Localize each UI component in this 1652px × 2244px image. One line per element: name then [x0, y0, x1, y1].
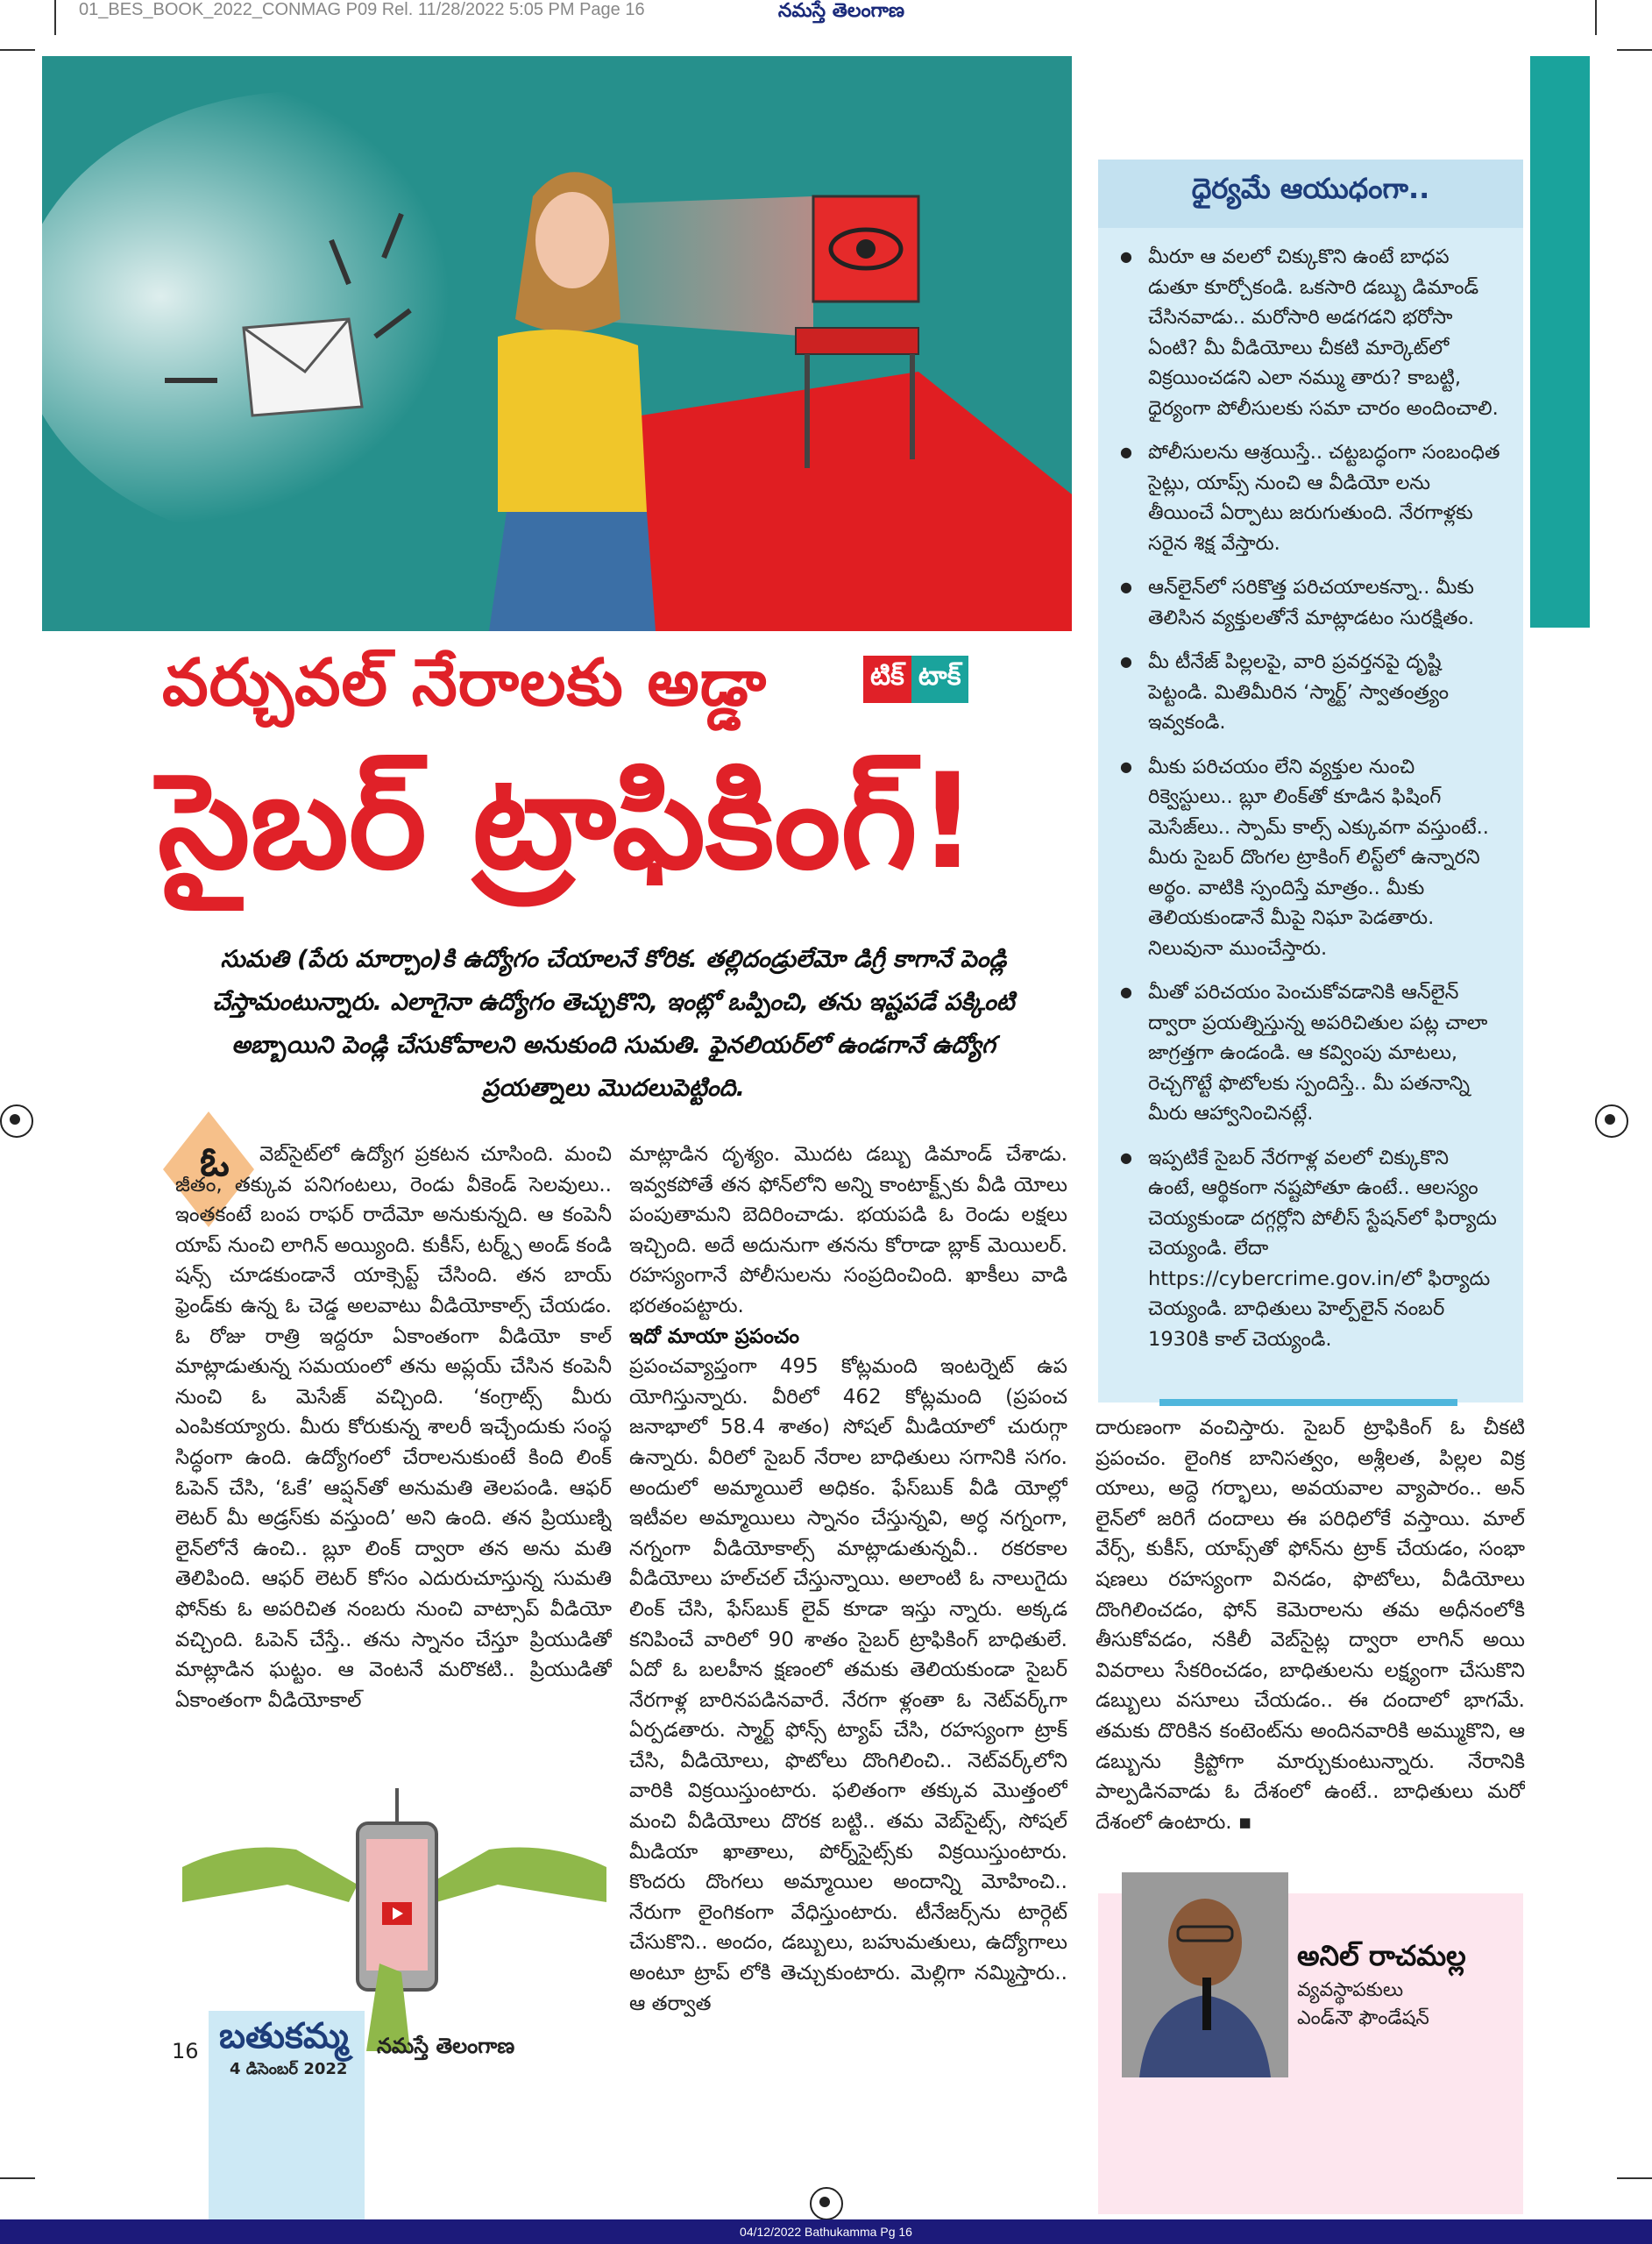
tip-item: ● ఇప్పటికే సైబర్ నేరగాళ్ల వలలో చిక్కుకొని ఉంటే, ఆర్థికంగా నష్టపోతూ ఉంటే.. ఆలస్యం చెయ్యకుండా దగ్గర్లోని పోలీస్ స్టేషన్‌లో ఫిర్యాదు చెయ్యండి. లేదా https://cybercrime.gov.in/లో ఫిర్యాదు చెయ్యండి. బాధితులు హెల్ప్‌లైన్ నంబర్ 1930కి కాల్ చెయ్యండి. [1115, 1143, 1500, 1355]
section-subheading: ఇదో మాయా ప్రపంచం [629, 1324, 800, 1348]
tip-item: ● మీరూ ఆ వలలో చిక్కుకొని ఉంటే బాధప డుతూ కూర్చోకండి. ఒకసారి డబ్బు డిమాండ్ చేసినవాడు.. మరోసారి అడగడని భరోసా ఏంటి? మీ వీడియోలు చీకటి మార్కెట్‌లో విక్రయించడని ఎలా నమ్ము తారు? కాబట్టి, ధైర్యంగా పోలీసులకు సమా చారం అందించాలి. [1115, 242, 1500, 423]
article-text: మాట్లాడిన దృశ్యం. మొదట డబ్బు డిమాండ్ చేశాడు. ఇవ్వకపోతే తన ఫోన్‌లోని అన్ని కాంటాక్ట్స్‌కు వీడి యోలు పంపుతామని బెదిరించాడు. భయపడి ఓ రెండు లక్షలు ఇచ్చింది. అదే అదునుగా తనను కోరాడా బ్లాక్ మెయిలర్. రహస్యంగానే పోలీసులను సంప్రదించింది. ఖాకీలు వాడి భరతంపట్టారు. [629, 1143, 1067, 1317]
registration-mark [1595, 1104, 1628, 1138]
hero-illustration [42, 56, 1072, 631]
article-text: దారుణంగా వంచిస్తారు. సైబర్ ట్రాఫికింగ్ ఓ చీకటి ప్రపంచం. లైంగిక బానిసత్వం, అశ్లీలత, పిల్లల విక్ర యాలు, అద్దె గర్భాలు, అవయవాల వ్యాపారం.. అన్ లైన్‌లో జరిగే దందాలు ఈ పరిధిలోకే వస్తాయి. మాల్ వేర్స్, కుకీస్, యాప్స్‌తో ఫోన్‌ను ట్రాక్ చేయడం, సంభా షణలు రహస్యంగా వినడం, ఫొటోలు, వీడియోలు దొంగిలించడం, ఫోన్ కెమెరాలను తమ అధీనంలోకి తీసుకోవడం, నకిలీ వెబ్‌సైట్ల ద్వారా లాగిన్ అయి వివరాలు సేకరించడం, బాధితులను లక్ష్యంగా చేసుకొని డబ్బులు వసూలు చేయడం.. ఈ దందాలో భాగమే. తమకు దొరికిన కంటెంట్‌ను అందినవారికి అమ్ముకొని, ఆ డబ్బును క్రిప్టోగా మార్చుకుంటున్నారు. నేరానికి పాల్పడినవాడు ఓ దేశంలో ఉంటే.. బాధితులు మరో దేశంలో ఉంటారు. ▪ [1095, 1417, 1525, 1834]
print-slug: 01_BES_BOOK_2022_CONMAG P09 Rel. 11/28/2022 5:05 PM Page 16 [79, 0, 645, 19]
tip-item: ● మీ టీనేజ్ పిల్లలపై, వారి ప్రవర్తనపై దృష్టి పెట్టండి. మితిమీరిన ‘స్మార్ట్’ స్వాతంత్ర్యం ఇవ్వకండి. [1115, 647, 1500, 738]
author-organization: ఎండ్‌నౌ ఫౌండేషన్ [1297, 2007, 1429, 2029]
crop-mark [54, 0, 56, 35]
crop-mark [0, 49, 35, 51]
tips-list [1115, 242, 1500, 1354]
intro-paragraph: సుమతి (పేరు మార్చాం)కి ఉద్యోగం చేయాలనే కోరిక. తల్లిదండ్రులేమో డిగ్రీ కాగానే పెండ్లి చేస్తామంటున్నారు. ఎలాగైనా ఉద్యోగం తెచ్చుకొని, ఇంట్లో ఒప్పించి, తను ఇష్టపడే పక్కింటి అబ్బాయిని పెండ్లి చేసుకోవాలని అనుకుంది సుమతి. ఫైనలియర్‌లో ఉండగానే ఉద్యోగ ప్రయత్నాలు మొదలుపెట్టింది. [212, 946, 1015, 1102]
hero-art [42, 56, 1072, 631]
article-column-1 [175, 1140, 612, 1788]
author-role: వ్యవస్థాపకులు [1297, 1979, 1404, 2001]
issue-date: 4 డిసెంబర్ 2022 [230, 2060, 348, 2078]
page-number: 16 [172, 2039, 199, 2063]
article-column-2 [629, 1140, 1067, 2056]
article-text: వెబ్‌సైట్‌లో ఉద్యోగ ప్రకటన చూసింది. మంచి జీతం, తక్కువ పనిగంటలు, రెండు వీకెండ్ సెలవులు.. ఇంతకంటే బంప రాఫర్ రాదేమో అనుకున్నది. ఆ కంపెనీ యాప్ నుంచి లాగిన్ అయ్యింది. కుకీస్, టర్మ్స్ అండ్ కండి షన్స్ చూడకుండానే యాక్సెప్ట్ చేసింది. తన బాయ్ ఫ్రెండ్‌కు ఉన్న ఓ చెడ్డ అలవాటు వీడియోకాల్స్ చేయడం. ఓ రోజు రాత్రి ఇద్దరూ ఏకాంతంగా వీడియో కాల్ మాట్లాడుతున్న సమయంలో తను అప్లయ్ చేసిన కంపెనీ నుంచి ఓ మెసేజ్ వచ్చింది. ‘కంగ్రాట్స్ మీరు ఎంపికయ్యారు. మీరు కోరుకున్న శాలరీ ఇచ్చేందుకు సంస్థ సిద్ధంగా ఉంది. ఉద్యోగంలో చేరాలనుకుంటే కింది లింక్ ఓపెన్ చేసి, ‘ఓకే’ ఆప్షన్‌తో అనుమతి తెలపండి. ఆఫర్ లెటర్ మీ అడ్రస్‌కు వస్తుంది’ అని ఉంది. తన ప్రియుణ్ని లైన్‌లోనే ఉంచి.. బ్లూ లింక్ ద్వారా తన అను మతి తెలిపింది. ఆఫర్ లెటర్ కోసం ఎదురుచూస్తున్న సుమతి ఫోన్‌కు ఓ అపరిచిత నంబరు నుంచి వాట్సాప్ వీడియో వచ్చింది. ఓపెన్ చేస్తే.. తను స్నానం చేస్తూ ప్రియుడితో మాట్లాడిన ఘట్టం. ఆ వెంటనే మరొకటి.. ప్రియుడితో ఏకాంతంగా వీడియోకాల్ [175, 1143, 612, 1712]
crop-mark [1617, 49, 1652, 51]
main-headline: సైబర్ ట్రాఫికింగ్! [158, 746, 978, 898]
kicker-headline: వర్చువల్ నేరాలకు అడ్డా [162, 645, 768, 721]
tip-item: ● మీతో పరిచయం పెంచుకోవడానికి ఆన్‌లైన్ ద్వారా ప్రయత్నిస్తున్న అపరిచితుల పట్ల చాలా జాగ్రత్తగా ఉండండి. ఆ కవ్వింపు మాటలు, రెచ్చగొట్టే ఫొటోలకు స్పందిస్తే.. మీ పతనాన్ని మీరు ఆహ్వానించినట్లే. [1115, 977, 1500, 1129]
section-tag-part2: టాక్ [911, 656, 968, 703]
sidebar-bottom-rule [1159, 1399, 1457, 1406]
drop-cap-letter: ఓ [200, 1138, 230, 1185]
tips-sidebar-title: ధైర్యమే ఆయుధంగా.. [1191, 172, 1430, 205]
masthead-logo: నమస్తే తెలంగాణ [777, 0, 905, 22]
registration-mark [810, 2187, 843, 2220]
page-info-bar: 04/12/2022 Bathukamma Pg 16 [0, 2219, 1652, 2244]
crop-mark [1617, 2177, 1652, 2179]
registration-mark [0, 1104, 33, 1138]
crop-mark [1595, 0, 1597, 35]
section-tag-part1: టిక్ [863, 656, 911, 703]
tips-list-container [1115, 242, 1500, 1399]
crop-mark [0, 2177, 35, 2179]
tip-item: ● మీకు పరిచయం లేని వ్యక్తుల నుంచి రిక్వెస్టులు.. బ్లూ లింక్‌తో కూడిన ఫిషింగ్ మెసేజ్‌లు.. స్పామ్ కాల్స్ ఎక్కువగా వస్తుంటే.. మీరు సైబర్ దొంగల ట్రాకింగ్ లిస్ట్‌లో ఉన్నారని అర్థం. వాటికి స్పందిస్తే మాత్రం.. మీకు తెలియకుండానే మీపై నిఘా పెడతారు. నిలువునా ముంచేస్తారు. [1115, 752, 1500, 964]
side-accent-bar [1530, 56, 1590, 628]
author-photo [1122, 1872, 1288, 2077]
article-column-3 [1095, 1413, 1525, 1865]
article-text: ప్రపంచవ్యాప్తంగా 495 కోట్లమంది ఇంటర్నెట్ ఉప యోగిస్తున్నారు. వీరిలో 462 కోట్లమంది (ప్రపంచ జనాభాలో 58.4 శాతం) సోషల్ మీడియాలో చురుగ్గా ఉన్నారు. వీరిలో సైబర్ నేరాల బాధితులు సగానికి సగం. అందులో అమ్మాయిలే అధికం. ఫేస్‌బుక్ వీడి యోల్లో ఇటీవల అమ్మాయిలు స్నానం చేస్తున్నవి, అర్ధ నగ్నంగా, నగ్నంగా వీడియోకాల్స్ మాట్లాడుతున్నవీ.. రకరకాల వీడియోలు హల్‌చల్ చేస్తున్నాయి. అలాంటి ఓ నాలుగైదు లింక్ చేసి, ఫేస్‌బుక్ లైవ్ కూడా ఇస్తు న్నారు. అక్కడ కనిపించే వారిలో 90 శాతం సైబర్ ట్రాఫికింగ్ బాధితులే. ఏదో ఓ బలహీన క్షణంలో తమకు తెలియకుండా సైబర్ నేరగాళ్ల బారినపడినవారే. నేరగా ళ్లంతా ఓ నెట్‌వర్క్‌గా ఏర్పడతారు. స్మార్ట్ ఫోన్స్ ట్యాప్ చేసి, రహస్యంగా ట్రాక్ చేసి, వీడియోలు, ఫొటోలు దొంగిలించి.. నెట్‌వర్క్‌లోని వారికి విక్రయిస్తుంటారు. ఫలితంగా తక్కువ మొత్తంలో మంచి వీడియోలు దొరక బట్టి.. తమ వెబ్‌సైట్స్, సోషల్ మీడియా ఖాతాలు, పోర్న్‌సైట్స్‌కు విక్రయిస్తుంటారు. కొందరు దొంగలు అమ్మాయిల అందాన్ని మోహించి.. నేరుగా లైంగికంగా వేధిస్తుంటారు. టీనేజర్స్‌ను టార్గెట్ చేసుకొని.. అందం, డబ్బులు, బహుమతులు, ఉద్యోగాలు అంటూ ట్రాప్ లోకి తెచ్చుకుంటారు. మెల్లిగా నమ్మిస్తారు.. ఆ తర్వాత [629, 1355, 1067, 2015]
magazine-logo: బతుకమ్మ [219, 2016, 349, 2056]
tip-item: ● పోలీసులను ఆశ్రయిస్తే.. చట్టబద్ధంగా సంబంధిత సైట్లు, యాప్స్ నుంచి ఆ వీడియో లను తీయించే ఏర్పాటు జరుగుతుంది. నేరగాళ్లకు సరైన శిక్ష వేస్తారు. [1115, 437, 1500, 558]
section-tag [863, 656, 995, 705]
newspaper-name: నమస్తే తెలంగాణ [377, 2034, 515, 2058]
author-name: అనిల్ రాచమల్ల [1297, 1939, 1466, 1972]
author-portrait [1122, 1872, 1288, 2077]
tip-item: ● ఆన్‌లైన్‌లో సరికొత్త పరిచయాలకన్నా.. మీకు తెలిసిన వ్యక్తులతోనే మాట్లాడటం సురక్షితం. [1115, 572, 1500, 633]
